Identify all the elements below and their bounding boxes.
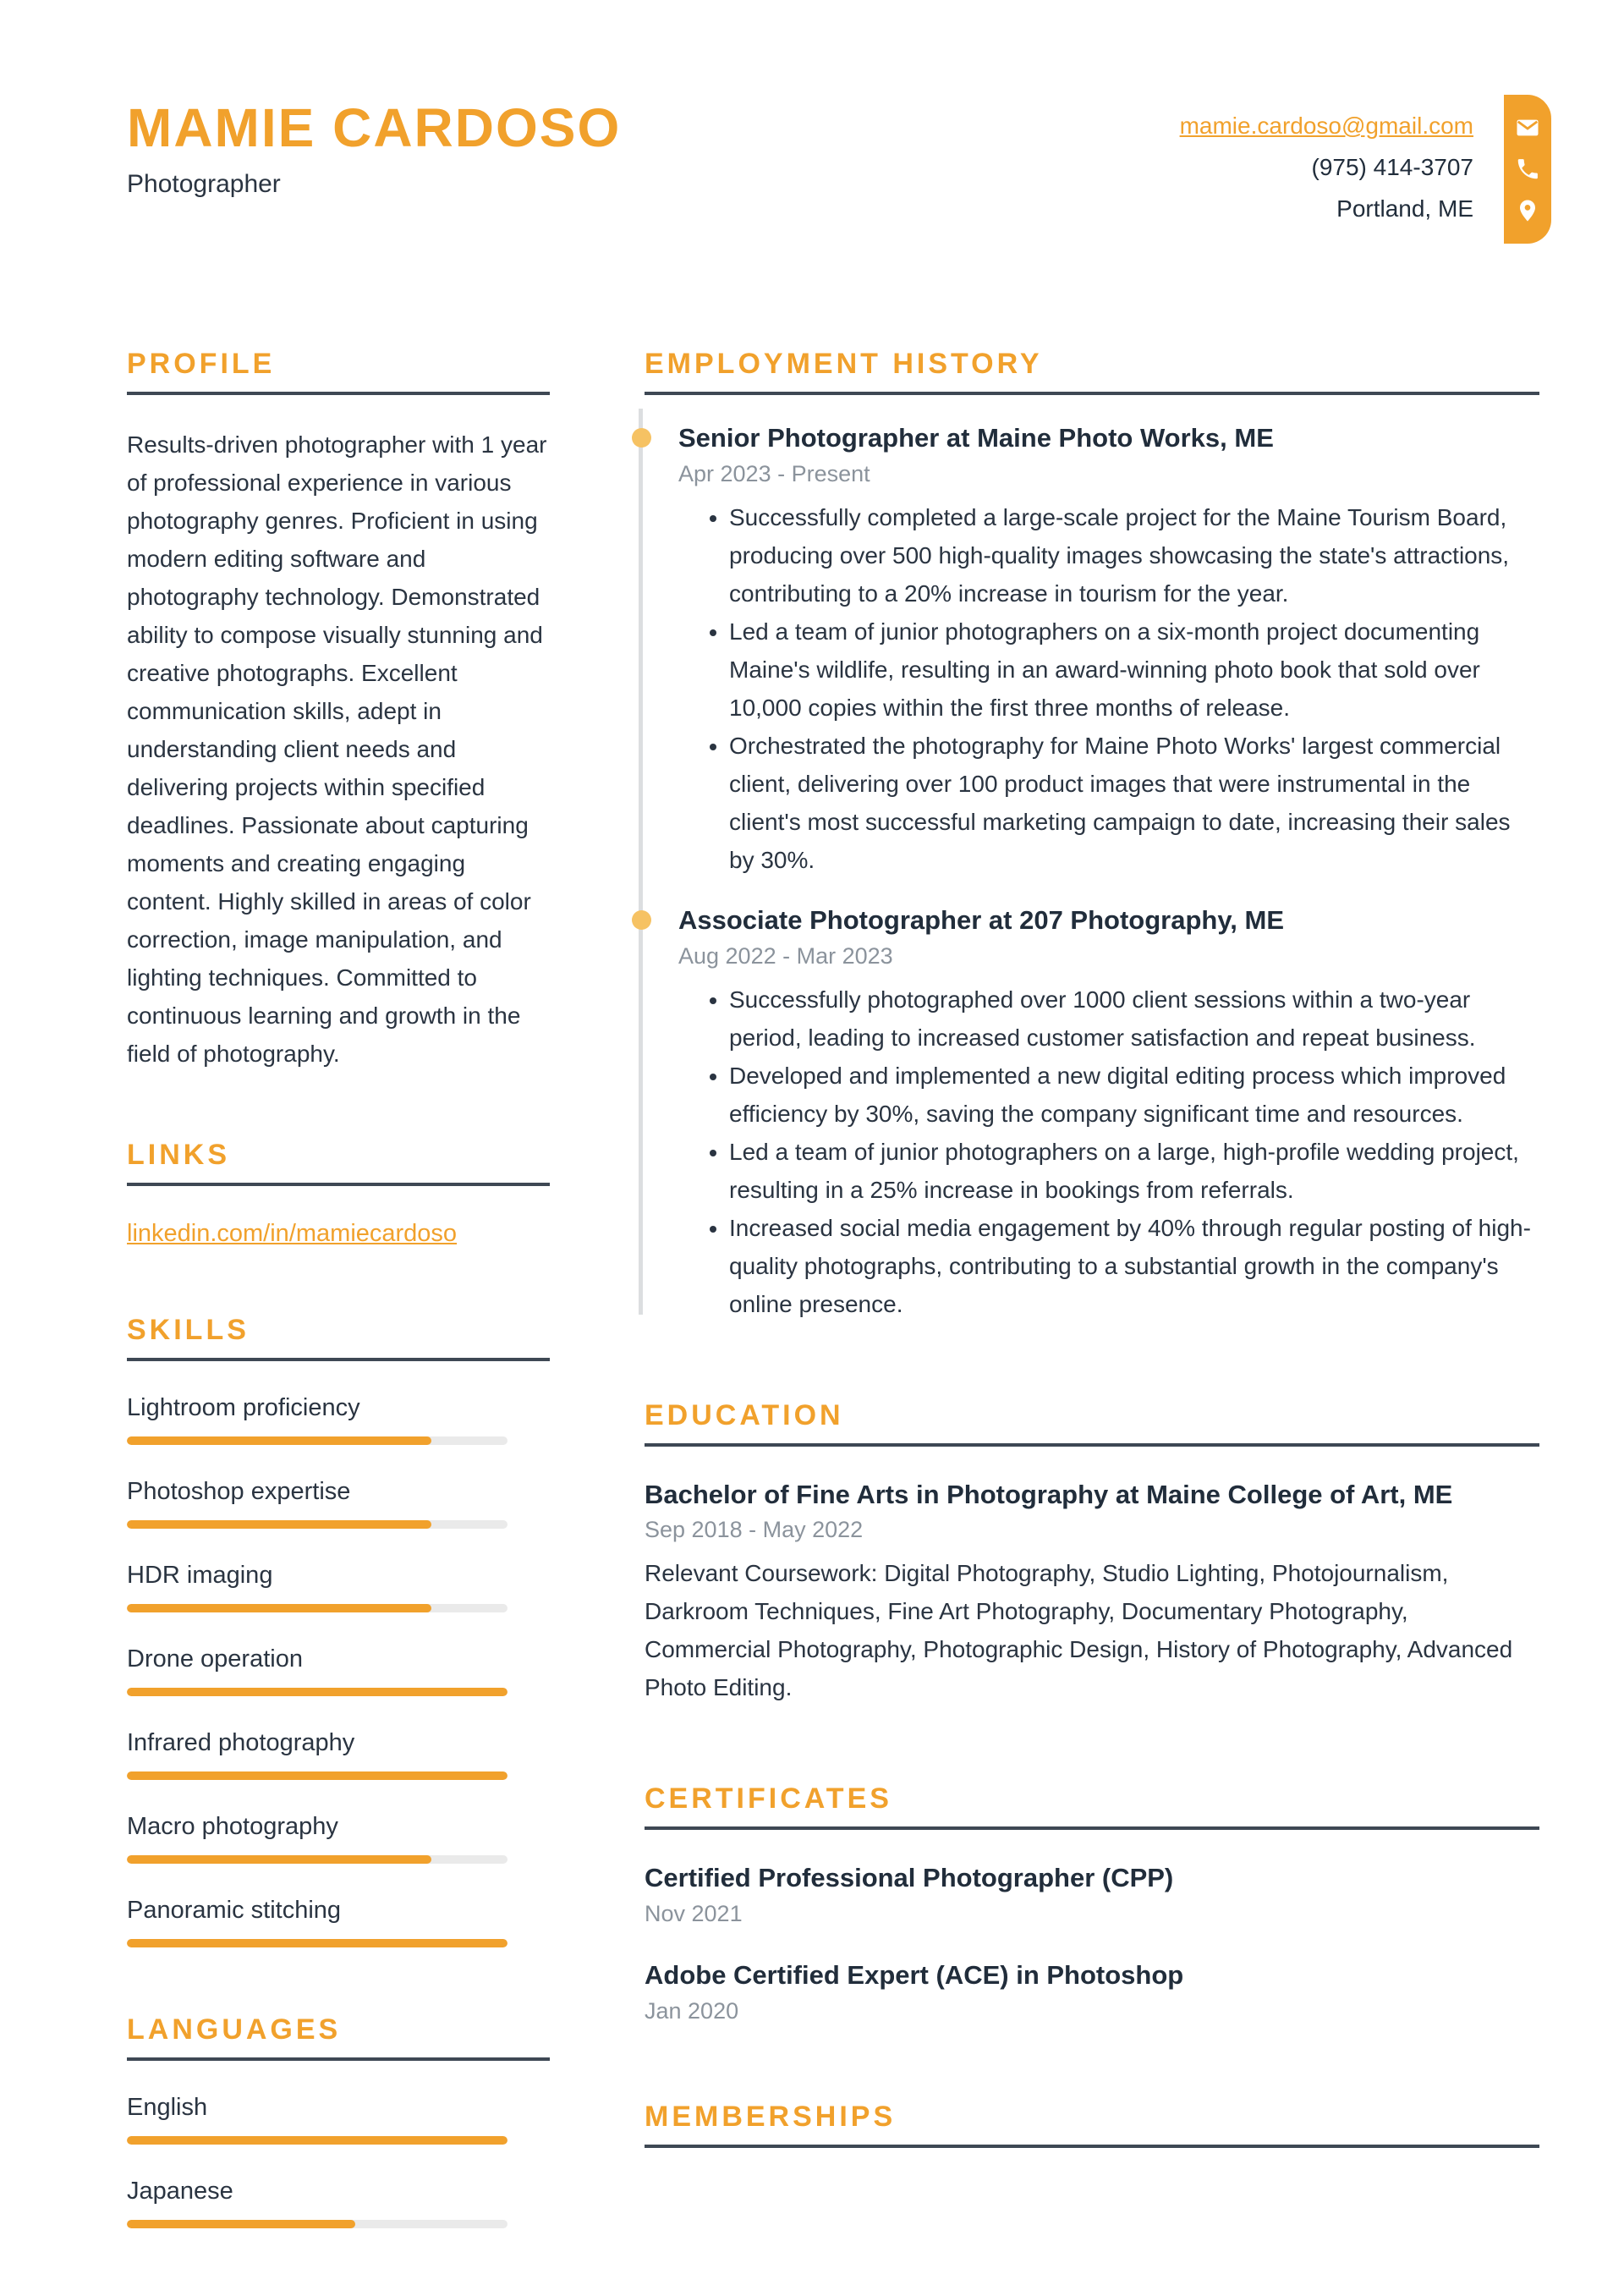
section-divider <box>645 392 1539 395</box>
section-divider <box>127 2057 550 2061</box>
skill-bar-track <box>127 1855 508 1864</box>
skill-label: Lightroom proficiency <box>127 1394 360 1421</box>
section-divider <box>127 392 550 395</box>
skills-section <box>127 1316 550 1947</box>
certificate-entry <box>645 1959 1539 2024</box>
phone-icon <box>1515 157 1540 182</box>
job-bullet-list <box>678 980 1539 1323</box>
links-section <box>127 1140 550 1248</box>
skill-bar-fill <box>127 1604 431 1612</box>
language-bar-track <box>127 2136 508 2145</box>
contact-phone: (975) 414-3707 <box>1311 154 1473 180</box>
section-divider <box>127 1183 550 1186</box>
certificate-title: Certified Professional Photographer (CPP) <box>645 1863 1174 1893</box>
certificate-title: Adobe Certified Expert (ACE) in Photoshop <box>645 1960 1184 1990</box>
certificates-heading: CERTIFICATES <box>645 1782 892 1815</box>
left-column <box>127 349 550 2228</box>
job-entry <box>678 422 1539 879</box>
skill-label: Photoshop expertise <box>127 1478 351 1505</box>
skill-bar-fill <box>127 1520 431 1529</box>
linkedin-link[interactable]: linkedin.com/in/mamiecardoso <box>127 1220 458 1247</box>
skill-item <box>127 1562 550 1612</box>
section-divider <box>645 1826 1539 1830</box>
contact-block <box>1180 105 1539 229</box>
skill-bar-fill <box>127 1855 431 1864</box>
skill-item <box>127 1478 550 1529</box>
job-bullet: • Successfully completed a large-scale project for the Maine Tourism Board, producing over 500 high-quality images showcasing the state's attractions, contributing to a 20% increase in tourism for the year. <box>729 498 1539 612</box>
person-name: MAMIE CARDOSO <box>127 97 622 158</box>
education-dates: Sep 2018 - May 2022 <box>645 1517 864 1543</box>
job-bullet: • Increased social media engagement by 40% through regular posting of high-quality photographs, contributing to a substantial growth in the company's online presence. <box>729 1209 1539 1323</box>
profile-text: Results-driven photographer with 1 year of professional experience in various photography genres. Proficient in using modern editing software and photography technology. Demonstrated ability to compose visually stunning and creative photographs. Excellent communication skills, adept in understanding client needs and delivering projects within specified deadlines. Passionate about capturing moments and creating engaging content. Highly skilled in areas of color correction, image manipulation, and lighting techniques. Committed to continuous learning and growth in the field of photography. <box>127 431 547 1067</box>
language-item <box>127 2178 550 2228</box>
job-title-heading: Associate Photographer at 207 Photography, ME <box>678 904 1285 935</box>
skill-label: Macro photography <box>127 1813 338 1840</box>
job-bullet-list <box>678 498 1539 879</box>
profile-section <box>127 349 550 1073</box>
skill-item <box>127 1813 550 1864</box>
profile-heading: PROFILE <box>127 348 276 380</box>
skill-item <box>127 1394 550 1445</box>
certificate-entry <box>645 1862 1539 1927</box>
skill-item <box>127 1729 550 1780</box>
language-bar-fill <box>127 2136 508 2145</box>
header <box>0 0 1624 229</box>
skill-label: HDR imaging <box>127 1562 273 1589</box>
person-job-title: Photographer <box>127 170 281 199</box>
skill-label: Infrared photography <box>127 1729 355 1756</box>
memberships-section <box>645 2102 1539 2148</box>
job-bullet: • Led a team of junior photographers on a six-month project documenting Maine's wildlife, resulting in an award-winning photo book that sold over 10,000 copies within the first three months of release. <box>729 612 1539 727</box>
education-heading: EDUCATION <box>645 1398 844 1431</box>
job-dates: Apr 2023 - Present <box>678 460 870 486</box>
education-entry <box>645 1479 1539 1707</box>
skill-bar-fill <box>127 1771 508 1780</box>
contact-icon-bar <box>1504 95 1551 244</box>
skill-bar-track <box>127 1436 508 1445</box>
language-label: English <box>127 2094 208 2121</box>
job-dates: Aug 2022 - Mar 2023 <box>678 942 893 969</box>
skill-item <box>127 1897 550 1947</box>
job-entry <box>678 904 1539 1323</box>
location-pin-icon <box>1515 198 1540 223</box>
contact-email-row <box>1180 105 1473 146</box>
skill-item <box>127 1645 550 1696</box>
skills-heading: SKILLS <box>127 1314 250 1346</box>
skill-bar-fill <box>127 1939 508 1947</box>
skill-bar-track <box>127 1939 508 1947</box>
employment-section <box>645 349 1539 1323</box>
section-divider <box>127 1358 550 1361</box>
employment-timeline <box>645 422 1539 1323</box>
right-column <box>645 349 1539 2228</box>
skill-bar-track <box>127 1688 508 1696</box>
contact-email-link[interactable]: mamie.cardoso@gmail.com <box>1179 113 1473 139</box>
language-label: Japanese <box>127 2178 233 2205</box>
content-columns <box>127 349 1539 2228</box>
contact-location: Portland, ME <box>1336 195 1473 222</box>
memberships-heading: MEMBERSHIPS <box>645 2100 897 2133</box>
timeline-dot <box>632 428 651 448</box>
section-divider <box>645 1443 1539 1447</box>
job-bullet: • Led a team of junior photographers on a large, high-profile wedding project, resulting in a 25% increase in bookings from referrals. <box>729 1133 1539 1209</box>
education-degree: Bachelor of Fine Arts in Photography at Maine College of Art, ME <box>645 1479 1453 1509</box>
job-bullet: • Orchestrated the photography for Maine Photo Works' largest commercial client, delivering over 100 product images that were instrumental in the client's most successful marketing campaign to date, increasing their sales by 30%. <box>729 727 1539 879</box>
job-bullet: • Successfully photographed over 1000 client sessions within a two-year period, leading to increased customer satisfaction and repeat business. <box>729 980 1539 1057</box>
employment-heading: EMPLOYMENT HISTORY <box>645 348 1043 380</box>
language-bar-track <box>127 2220 508 2228</box>
certificates-section <box>645 1784 1539 2024</box>
skill-label: Drone operation <box>127 1645 303 1673</box>
skill-bar-fill <box>127 1436 431 1445</box>
timeline-dot <box>632 910 651 930</box>
languages-heading: LANGUAGES <box>127 2013 342 2046</box>
identity-block <box>127 97 622 229</box>
skill-bar-fill <box>127 1688 508 1696</box>
education-section <box>645 1398 1539 1707</box>
envelope-icon <box>1515 115 1540 140</box>
skill-bar-track <box>127 1771 508 1780</box>
link-item <box>127 1220 550 1248</box>
links-heading: LINKS <box>127 1139 230 1171</box>
certificate-date: Nov 2021 <box>645 1901 743 1926</box>
job-bullet: • Developed and implemented a new digital editing process which improved efficiency by 30%, saving the company significant time and resources. <box>729 1057 1539 1133</box>
education-coursework: Relevant Coursework: Digital Photography, Studio Lighting, Photojournalism, Darkroom Techniques, Fine Art Photography, Documentary Photography, Commercial Photography, Photographic Design, History of Photography, Advanced Photo Editing. <box>645 1560 1513 1701</box>
language-bar-fill <box>127 2220 355 2228</box>
timeline-line <box>639 409 643 1315</box>
job-title-heading: Senior Photographer at Maine Photo Works, ME <box>678 423 1274 453</box>
section-divider <box>645 2145 1539 2148</box>
certificate-date: Jan 2020 <box>645 1997 739 2024</box>
skill-bar-track <box>127 1604 508 1612</box>
skill-bar-track <box>127 1520 508 1529</box>
language-item <box>127 2094 550 2145</box>
languages-section <box>127 2015 550 2228</box>
skill-label: Panoramic stitching <box>127 1897 342 1924</box>
